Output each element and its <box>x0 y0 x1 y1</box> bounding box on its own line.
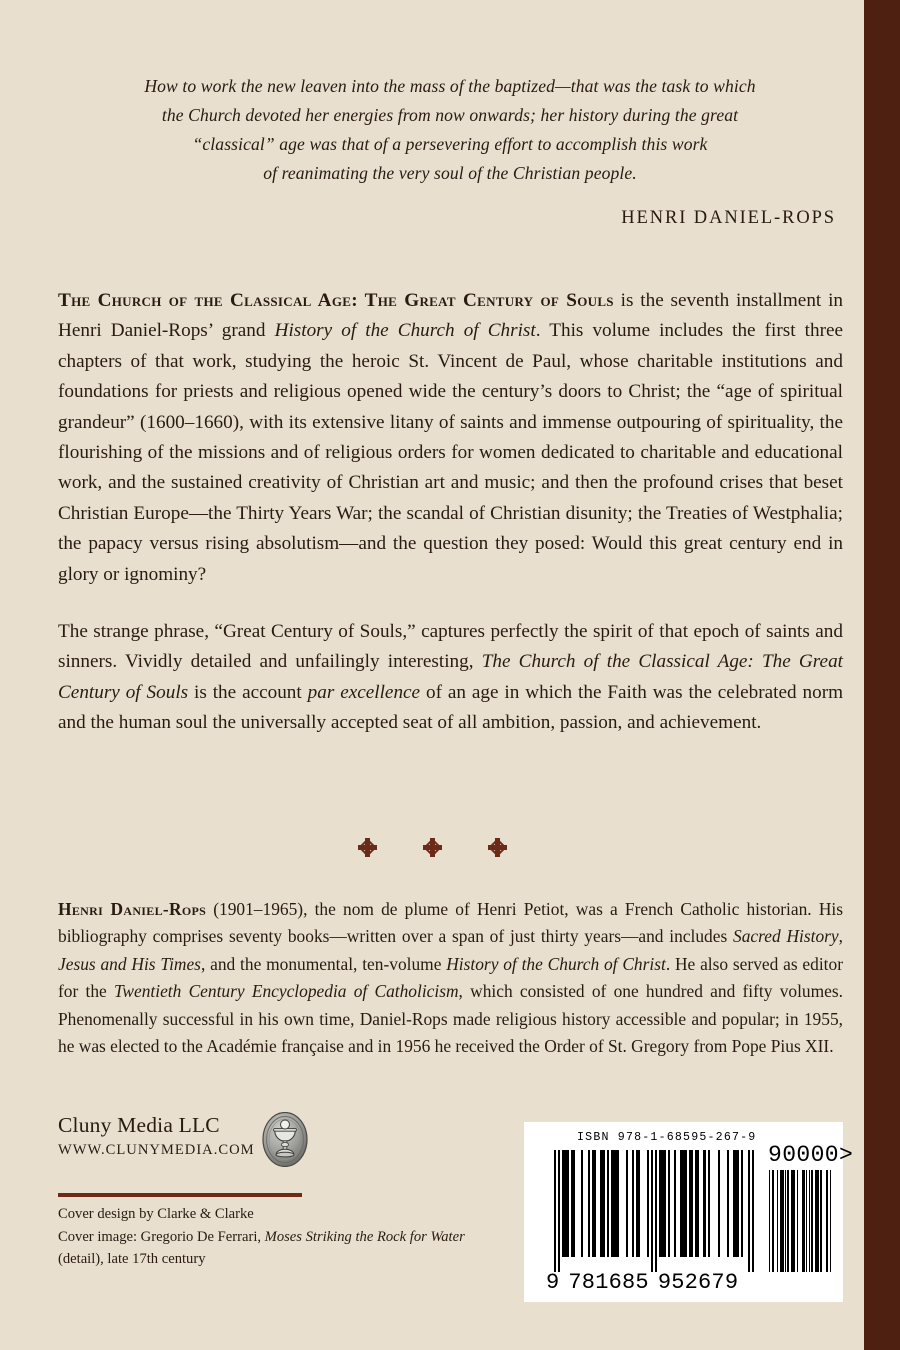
publisher-website[interactable]: WWW.CLUNYMEDIA.COM <box>58 1142 255 1158</box>
desc-p2-text-2: is the account <box>188 681 308 703</box>
publisher-name: Cluny Media LLC <box>58 1113 220 1137</box>
bio-work-1: Sacred History <box>733 926 839 947</box>
epigraph-line-4: of reanimating the very soul of the Christian people. <box>263 163 637 183</box>
ornament-divider <box>0 838 864 857</box>
barcode-addon-digits: 90000> <box>768 1142 854 1168</box>
series-title-inline: History of the Church of Christ <box>274 320 536 342</box>
bio-text-3: , and the monumental, ten-volume <box>200 953 447 974</box>
desc-p2-text-3: of an age in which the Faith was the celebrated norm and the human soul the universally accepted seat of all ambition, passion, and achievement. <box>58 681 844 734</box>
credits-line-design: Cover design by Clarke & Clarke <box>58 1206 254 1222</box>
bio-text-2: , <box>838 926 843 947</box>
ean-digit-first: 9 <box>546 1270 560 1295</box>
cross-diamond-ornament-icon <box>358 838 377 857</box>
epigraph-line-1: How to work the new leaven into the mass of the baptized—that was the task to which <box>144 76 756 96</box>
book-spine-edge <box>864 0 900 1350</box>
desc-p2-text-1: The strange phrase, “Great Century of Souls,” captures perfectly the spirit of that epoch of saints and sinners. Vividly detailed and unfailingly interesting, <box>58 621 843 673</box>
desc-p1-text-1: is the seventh installment in Henri Daniel-Rops’ grand <box>58 290 843 342</box>
desc-p2-title-italic: The Church of the Classical Age: The Great Century of Souls <box>58 651 843 703</box>
book-title-inline: The Church of the Classical Age: The Great Century of Souls <box>58 290 614 311</box>
credits-divider-rule <box>58 1193 302 1197</box>
bio-work-2: Jesus and His Times <box>58 953 201 974</box>
cover-credits-block <box>58 1203 478 1271</box>
ean-group-left: 781685 <box>568 1270 649 1295</box>
credits-image-suffix: (detail), late 17th century <box>58 1251 206 1268</box>
credits-line-image <box>58 1226 478 1271</box>
author-name-inline: Henri Daniel-Rops <box>58 899 207 919</box>
bio-text-1: (1901–1965), the nom de plume of Henri Petiot, was a French Catholic historian. His bibliography comprises seventy books—written over a span of just thirty years—and includes <box>58 899 843 947</box>
isbn-label: ISBN 978-1-68595-267-9 <box>577 1131 757 1144</box>
ean13-human-readable-digits <box>546 1270 761 1295</box>
cross-diamond-ornament-icon <box>423 838 442 857</box>
description-block <box>58 286 843 739</box>
description-paragraph-2 <box>58 617 843 739</box>
bio-work-3: History of the Church of Christ <box>446 953 666 974</box>
credits-image-prefix: Cover image: Gregorio De Ferrari, <box>58 1228 265 1245</box>
epigraph-line-3: “classical” age was that of a persevering effort to accomplish this work <box>192 134 708 154</box>
bio-text-4: . He also served as editor for the <box>58 953 843 1002</box>
publisher-block <box>58 1112 358 1161</box>
cross-diamond-ornament-icon <box>488 838 507 857</box>
author-bio-paragraph <box>58 896 843 1060</box>
ean5-addon-barcode-graphic <box>769 1170 831 1272</box>
epigraph-line-2: the Church devoted her energies from now onwards; her history during the great <box>161 105 739 125</box>
bio-work-4: Twentieth Century Encyclopedia of Catholicism <box>114 981 459 1002</box>
credits-artwork-title: Moses Striking the Rock for Water <box>264 1228 465 1245</box>
desc-p1-text-2: . This volume includes the first three chapters of that work, studying the heroic St. Vincent de Paul, whose charitable institutions and foundations for priests and religious opened wide the century’s doors to Christ; the “age of spiritual grandeur” (1600–1660), with its extensive litany of saints and immense outpouring of spirituality, the flourishing of the missions and of religious orders for women dedicated to charitable and educational work, and the sustained creativity of Christian art and music; and then the profound crises that beset Christian Europe—the Thirty Years War; the scandal of Christian disunity; the Treaties of Westphalia; the papacy versus rising absolutism—and the question they posed: Would this great century end in glory or ignominy? <box>58 320 843 585</box>
epigraph-block <box>64 72 836 229</box>
epigraph-attribution: HENRI DANIEL-ROPS <box>621 208 836 228</box>
bio-text-5: , which consisted of one hundred and fifty volumes. Phenomenally successful in his own time, Daniel-Rops made religious history accessible and popular; in 1955, he was elected to the Académie française and in 1956 he received the Order of St. Gregory from Pope Pius XII. <box>58 981 843 1057</box>
barcode-panel <box>524 1122 854 1302</box>
ean13-barcode-graphic <box>554 1150 754 1272</box>
chalice-medallion-logo-icon <box>262 1112 308 1167</box>
desc-p2-phrase-italic: par excellence <box>307 681 421 703</box>
ean-group-right: 952679 <box>657 1270 739 1295</box>
description-paragraph-1 <box>58 286 843 590</box>
author-bio-block <box>58 896 843 1060</box>
